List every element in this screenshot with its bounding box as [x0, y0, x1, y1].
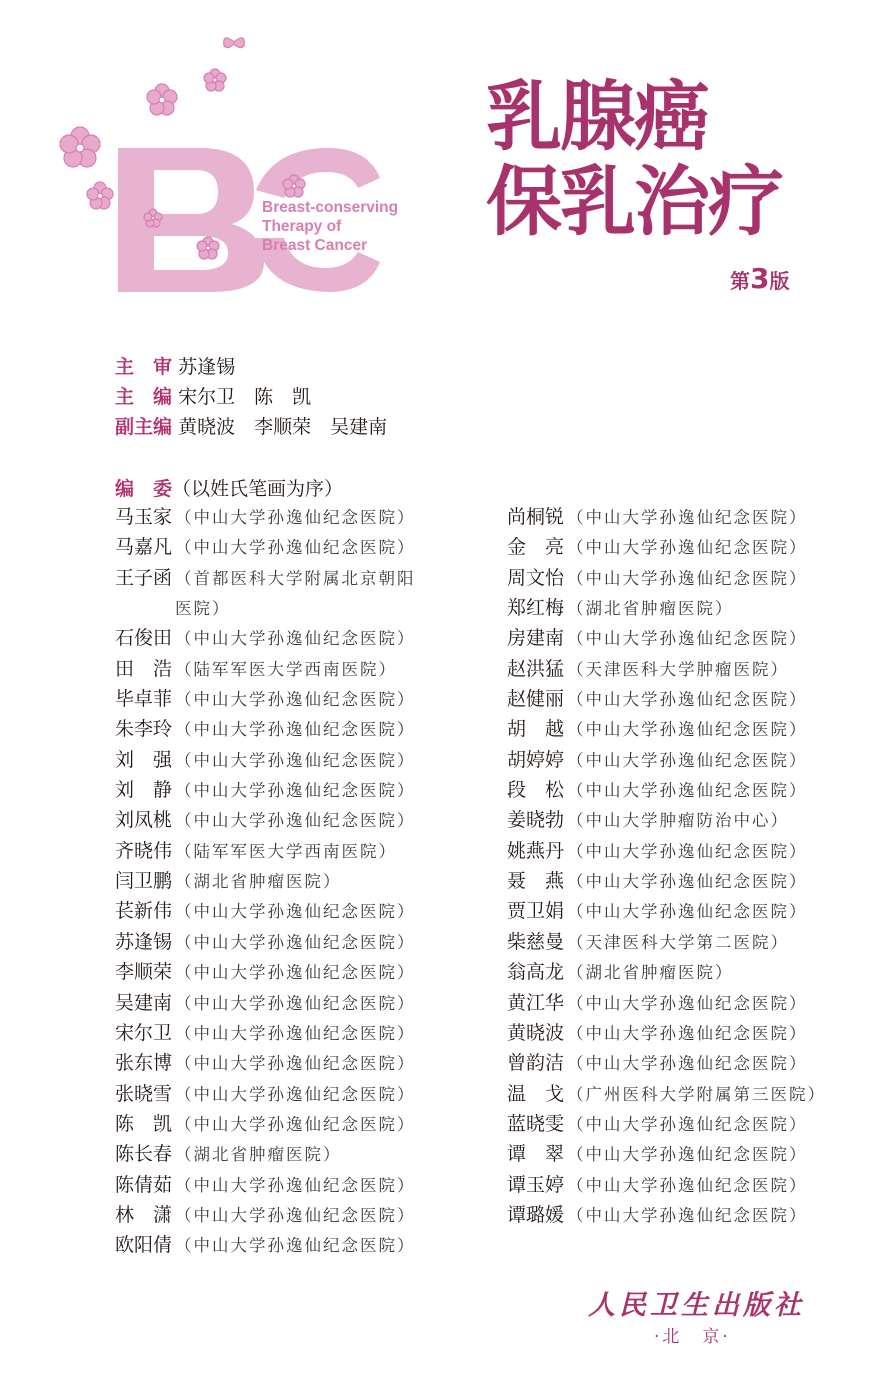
bc-logo: [50, 20, 450, 310]
member-name: 李顺荣: [115, 961, 173, 984]
member-affiliation: （中山大学孙逸仙纪念医院）: [567, 508, 808, 527]
member-name: 赵洪猛: [507, 657, 565, 680]
member-affiliation: （中山大学孙逸仙纪念医院）: [567, 841, 808, 861]
member-name: 石俊田: [115, 627, 173, 650]
logo-subtitle-line: Breast Cancer: [262, 237, 368, 254]
member-affiliation: （中山大学孙逸仙纪念医院）: [175, 750, 416, 770]
member-affiliation: （中山大学孙逸仙纪念医院）: [567, 750, 808, 770]
member-name: 陈倩茹: [115, 1173, 173, 1196]
member-name: 吴建南: [115, 991, 173, 1014]
member-name: 郑红梅: [507, 597, 565, 620]
member-affiliation: （中山大学孙逸仙纪念医院）: [567, 781, 808, 801]
member-name: 赵健丽: [507, 688, 565, 711]
member-affiliation: （中山大学孙逸仙纪念医院）: [567, 1054, 808, 1074]
member-name: 毕卓菲: [115, 688, 173, 711]
member-affiliation: （湖北省肿瘤医院）: [567, 963, 734, 983]
member-name: 胡婷婷: [507, 748, 565, 771]
member-affiliation: （中山大学孙逸仙纪念医院）: [175, 781, 416, 801]
member-name: 姜晓勃: [507, 809, 565, 832]
member-affiliation: （中山大学孙逸仙纪念医院）: [567, 568, 808, 588]
member-affiliation: （中山大学孙逸仙纪念医院）: [175, 811, 416, 831]
member-name: 谭璐媛: [507, 1203, 565, 1226]
logo-subtitle: [262, 198, 398, 255]
member-affiliation: （中山大学孙逸仙纪念医院）: [175, 1175, 416, 1195]
member-affiliation: （中山大学孙逸仙纪念医院）: [175, 720, 416, 740]
logo-letter-b: [118, 148, 264, 292]
member-affiliation: （中山大学孙逸仙纪念医院）: [567, 629, 808, 649]
member-affiliation: （中山大学孙逸仙纪念医院）: [567, 993, 808, 1013]
member-affiliation: （陆军军医大学西南医院）: [175, 659, 397, 679]
member-affiliation: （中山大学孙逸仙纪念医院）: [175, 1054, 416, 1074]
member-affiliation: （湖北省肿瘤医院）: [175, 1145, 342, 1165]
blossom-icon: [204, 69, 226, 91]
member-affiliation: （中山大学孙逸仙纪念医院）: [175, 1236, 416, 1256]
publisher-name: 人民卫生出版社: [588, 1290, 805, 1321]
member-name: 张东博: [115, 1052, 173, 1075]
member-affiliation: （湖北省肿瘤医院）: [175, 872, 342, 892]
member-name: 朱李玲: [115, 718, 173, 741]
book-title-line-1: 乳腺癌: [486, 72, 708, 161]
credit-role: 副主编: [115, 416, 173, 438]
credit-role: 主 审: [115, 356, 173, 378]
member-name: 齐晓伟: [115, 839, 173, 862]
member-name: 刘 强: [115, 748, 173, 771]
member-affiliation: （中山大学孙逸仙纪念医院）: [567, 538, 808, 558]
credit-names: 宋尔卫 陈 凯: [178, 386, 312, 408]
credit-names: 苏逢锡: [178, 356, 236, 378]
credit-names: 黄晓波 李顺荣 吴建南: [178, 416, 388, 438]
member-name: 段 松: [507, 779, 565, 802]
member-affiliation: （中山大学孙逸仙纪念医院）: [175, 963, 416, 983]
member-affiliation: （中山大学肿瘤防治中心）: [567, 811, 789, 831]
butterfly-icon: [224, 38, 245, 48]
member-name: 谭玉婷: [507, 1173, 565, 1196]
edition-suffix: 版: [769, 269, 790, 293]
member-affiliation: （中山大学孙逸仙纪念医院）: [175, 690, 416, 710]
member-affiliation: （中山大学孙逸仙纪念医院）: [567, 1023, 808, 1043]
editorial-board-role: 编 委: [115, 478, 173, 500]
member-affiliation: （中山大学孙逸仙纪念医院）: [175, 902, 416, 922]
member-name: 马嘉凡: [115, 536, 173, 559]
member-affiliation: （陆军军医大学西南医院）: [175, 841, 397, 861]
logo-subtitle-line: Therapy of: [262, 218, 342, 235]
member-affiliation: （中山大学孙逸仙纪念医院）: [175, 1023, 416, 1043]
member-affiliation: （中山大学孙逸仙纪念医院）: [175, 932, 416, 952]
member-affiliation: （中山大学孙逸仙纪念医院）: [175, 508, 416, 527]
member-affiliation: （首都医科大学附属北京朝阳医院）: [175, 568, 416, 619]
member-affiliation: （中山大学孙逸仙纪念医院）: [175, 1205, 416, 1225]
edition-number: 3: [750, 262, 770, 295]
edition-label: [730, 262, 789, 295]
blossom-icon: [147, 84, 177, 115]
member-name: 姚燕丹: [507, 839, 565, 862]
edition-prefix: 第: [730, 269, 750, 293]
member-affiliation: （中山大学孙逸仙纪念医院）: [567, 1114, 808, 1134]
member-name: 王子函: [115, 566, 173, 589]
member-name: 马玉家: [115, 506, 173, 528]
editorial-board-note: （以姓氏笔画为序）: [172, 478, 344, 500]
member-name: 田 浩: [115, 657, 173, 680]
member-name: 宋尔卫: [115, 1021, 173, 1044]
member-name: 柴慈曼: [507, 930, 565, 953]
member-name: 聂 燕: [507, 870, 565, 893]
member-name: 贾卫娟: [507, 900, 565, 923]
member-affiliation: （湖北省肿瘤医院）: [567, 599, 734, 619]
member-name: 陈 凯: [115, 1112, 173, 1135]
member-name: 林 潇: [115, 1203, 173, 1226]
book-title-line-2: 保乳治疗: [486, 157, 782, 246]
member-name: 刘凤桃: [115, 809, 173, 832]
blossom-icon: [87, 182, 113, 209]
member-name: 陈长春: [115, 1143, 173, 1166]
member-affiliation: （中山大学孙逸仙纪念医院）: [567, 1175, 808, 1195]
member-affiliation: （广州医科大学附属第三医院）: [567, 1084, 826, 1104]
member-name: 张晓雪: [115, 1082, 173, 1105]
credit-role: 主 编: [115, 386, 173, 408]
member-name: 苏逢锡: [115, 930, 173, 953]
member-affiliation: （中山大学孙逸仙纪念医院）: [567, 690, 808, 710]
member-affiliation: （中山大学孙逸仙纪念医院）: [567, 1205, 808, 1225]
member-name: 曾韵洁: [507, 1052, 565, 1075]
member-affiliation: （天津医科大学肿瘤医院）: [567, 659, 789, 679]
credit-associate-editors: [115, 415, 387, 439]
member-name: 谭 翠: [507, 1143, 565, 1166]
member-name: 金 亮: [507, 536, 565, 559]
member-affiliation: （中山大学孙逸仙纪念医院）: [175, 538, 416, 558]
member-affiliation: （中山大学孙逸仙纪念医院）: [175, 993, 416, 1013]
member-name: 尚桐锐: [507, 506, 565, 528]
member-affiliation: （中山大学孙逸仙纪念医院）: [567, 720, 808, 740]
member-name: 胡 越: [507, 718, 565, 741]
member-name: 周文怡: [507, 566, 565, 589]
blossom-icon: [197, 237, 219, 259]
logo-subtitle-line: Breast-conserving: [262, 199, 399, 216]
member-affiliation: （中山大学孙逸仙纪念医院）: [567, 872, 808, 892]
member-name: 黄晓波: [507, 1021, 565, 1044]
member-name: 房建南: [507, 627, 565, 650]
member-affiliation: （天津医科大学第二医院）: [567, 932, 789, 952]
editorial-board-heading: [115, 477, 343, 501]
member-name: 刘 静: [115, 779, 173, 802]
member-affiliation: （中山大学孙逸仙纪念医院）: [175, 629, 416, 649]
blossom-icon: [60, 127, 100, 167]
credit-chief-editor: [115, 385, 311, 409]
publisher-city: ·北 京·: [654, 1327, 731, 1347]
member-affiliation: （中山大学孙逸仙纪念医院）: [175, 1114, 416, 1134]
member-affiliation: （中山大学孙逸仙纪念医院）: [567, 1145, 808, 1165]
member-name: 闫卫鹏: [115, 870, 173, 893]
member-name: 翁高龙: [507, 961, 565, 984]
member-name: 温 戈: [507, 1082, 565, 1105]
member-name: 欧阳倩: [115, 1234, 173, 1257]
credit-chief-reviewer: [115, 355, 235, 379]
member-name: 黄江华: [507, 991, 565, 1014]
member-affiliation: （中山大学孙逸仙纪念医院）: [175, 1084, 416, 1104]
member-name: 蓝晓雯: [507, 1112, 565, 1135]
member-affiliation: （中山大学孙逸仙纪念医院）: [567, 902, 808, 922]
member-name: 苌新伟: [115, 900, 173, 923]
